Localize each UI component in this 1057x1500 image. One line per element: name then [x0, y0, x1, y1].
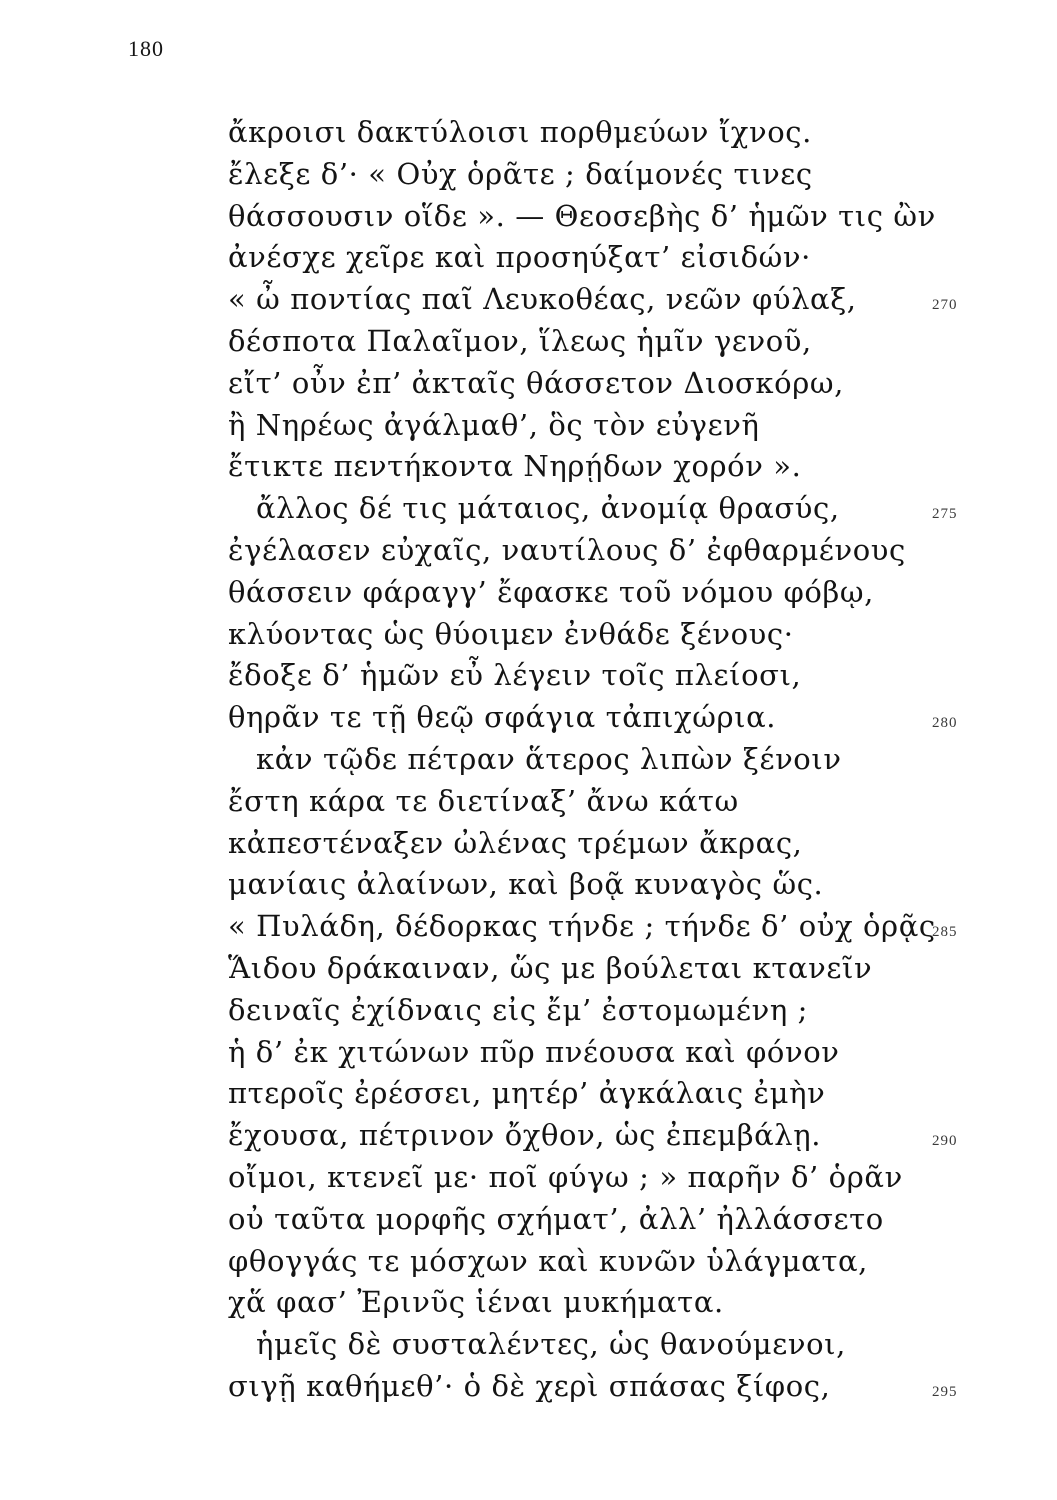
- verse-text: ἔχουσα, πέτρινον ὄχθον, ὡς ἐπεμβάλῃ.: [228, 1118, 822, 1153]
- verse-line: [228, 112, 908, 154]
- verse-text: πτεροῖς ἐρέσσει, μητέρ’ ἀγκάλαις ἐμὴν: [228, 1076, 826, 1111]
- verse-line: [228, 614, 908, 656]
- verse-text: θάσσειν φάραγγ’ ἔφασκε τοῦ νόμου φόβῳ,: [228, 574, 874, 609]
- verse-text: οὐ ταῦτα μορφῆς σχήματ’, ἀλλ’ ἠλλάσσετο: [228, 1201, 884, 1236]
- verse-text: ἔστη κάρα τε διετίναξ’ ἄνω κάτω: [228, 783, 739, 818]
- verse-text: ἢ Νηρέως ἀγάλμαθ’, ὃς τὸν εὐγενῆ: [228, 407, 760, 442]
- verse-line: [228, 196, 936, 238]
- verse-text: σιγῇ καθήμεθ’· ὁ δὲ χερὶ σπάσας ξίφος,: [228, 1368, 831, 1403]
- verse-line: [228, 990, 908, 1032]
- verse-text: ἔδοξε δ’ ἡμῶν εὖ λέγειν τοῖς πλείοσι,: [228, 658, 802, 693]
- verse-line: [228, 446, 908, 488]
- verse-text: ἔτικτε πεντήκοντα Νηρῄδων χορόν ».: [228, 449, 802, 484]
- verse-text: ἡ δ’ ἐκ χιτώνων πῦρ πνέουσα καὶ φόνον: [228, 1034, 840, 1069]
- verse-line: [228, 1073, 908, 1115]
- verse-line: [228, 572, 908, 614]
- poem-text: [228, 112, 958, 1408]
- verse-text: ἄκροισι δακτύλοισι πορθμεύων ἴχνος.: [228, 115, 812, 149]
- verse-text: κλύοντας ὡς θύοιμεν ἐνθάδε ξένους·: [228, 616, 794, 651]
- verse-text: ἀνέσχε χεῖρε καὶ προσηύξατ’ εἰσιδών·: [228, 240, 811, 275]
- verse-line: [228, 1115, 958, 1157]
- verse-text: μανίαις ἀλαίνων, καὶ βοᾷ κυναγὸς ὥς.: [228, 867, 824, 902]
- line-number: 285: [932, 924, 958, 941]
- line-number: 270: [932, 297, 958, 314]
- verse-line: [228, 530, 908, 572]
- verse-line: [228, 154, 908, 196]
- verse-line: [228, 864, 908, 906]
- verse-text: χἅ φασ’ Ἐρινῦς ἱέναι μυκήματα.: [228, 1285, 724, 1320]
- verse-line: [228, 321, 908, 363]
- verse-line: [228, 655, 908, 697]
- verse-line: [228, 697, 958, 739]
- verse-line: [228, 363, 908, 405]
- line-number: 275: [932, 506, 958, 523]
- verse-line: [228, 906, 958, 948]
- verse-line: [228, 279, 958, 321]
- verse-line: [228, 1324, 908, 1366]
- verse-line: [228, 1366, 958, 1408]
- verse-text: ἄλλος δέ τις μάταιος, ἀνομίᾳ θρασύς,: [256, 491, 840, 526]
- verse-line: [228, 237, 908, 279]
- verse-text: εἴτ’ οὖν ἐπ’ ἀκταῖς θάσσετον Διοσκόρω,: [228, 365, 844, 400]
- verse-text: κἀπεστέναξεν ὠλένας τρέμων ἄκρας,: [228, 825, 803, 860]
- verse-text: ἐγέλασεν εὐχαῖς, ναυτίλους δ’ ἐφθαρμένους: [228, 532, 906, 567]
- verse-text: θάσσουσιν οἵδε ». — Θεοσεβὴς δ’ ἡμῶν τις ὢν: [228, 198, 936, 233]
- verse-line: [228, 488, 958, 530]
- verse-line: [228, 1199, 908, 1241]
- verse-line: [228, 1241, 908, 1283]
- verse-line: [228, 1032, 908, 1074]
- verse-text: ἔλεξε δ’· « Οὐχ ὁρᾶτε ; δαίμονές τινες: [228, 156, 813, 191]
- verse-text: οἴμοι, κτενεῖ με· ποῖ φύγω ; » παρῆν δ’ ὁρᾶν: [228, 1159, 903, 1194]
- verse-line: [228, 823, 908, 865]
- page-number: 180: [128, 36, 164, 61]
- verse-line: [228, 739, 908, 781]
- verse-text: « ὦ ποντίας παῖ Λευκοθέας, νεῶν φύλαξ,: [228, 282, 857, 317]
- verse-text: « Πυλάδη, δέδορκας τήνδε ; τήνδε δ’ οὐχ ὁρᾷς: [228, 909, 936, 944]
- verse-text: δειναῖς ἐχίδναις εἰς ἔμ’ ἐστομωμένη ;: [228, 992, 809, 1027]
- verse-line: [228, 781, 908, 823]
- line-number: 295: [932, 1383, 958, 1400]
- line-number: 280: [932, 715, 958, 732]
- verse-text: ἡμεῖς δὲ συσταλέντες, ὡς θανούμενοι,: [256, 1327, 846, 1362]
- verse-text: δέσποτα Παλαῖμον, ἵλεως ἡμῖν γενοῦ,: [228, 323, 812, 358]
- verse-text: φθογγάς τε μόσχων καὶ κυνῶν ὑλάγματα,: [228, 1243, 868, 1278]
- line-number: 290: [932, 1133, 958, 1150]
- verse-line: [228, 405, 908, 447]
- verse-text: κἀν τῷδε πέτραν ἅτερος λιπὼν ξένοιν: [256, 741, 842, 776]
- verse-line: [228, 1157, 908, 1199]
- verse-text: Ἅιδου δράκαιναν, ὥς με βούλεται κτανεῖν: [228, 950, 873, 985]
- verse-line: [228, 1282, 908, 1324]
- verse-text: θηρᾶν τε τῇ θεῷ σφάγια τἀπιχώρια.: [228, 700, 777, 735]
- verse-line: [228, 948, 908, 990]
